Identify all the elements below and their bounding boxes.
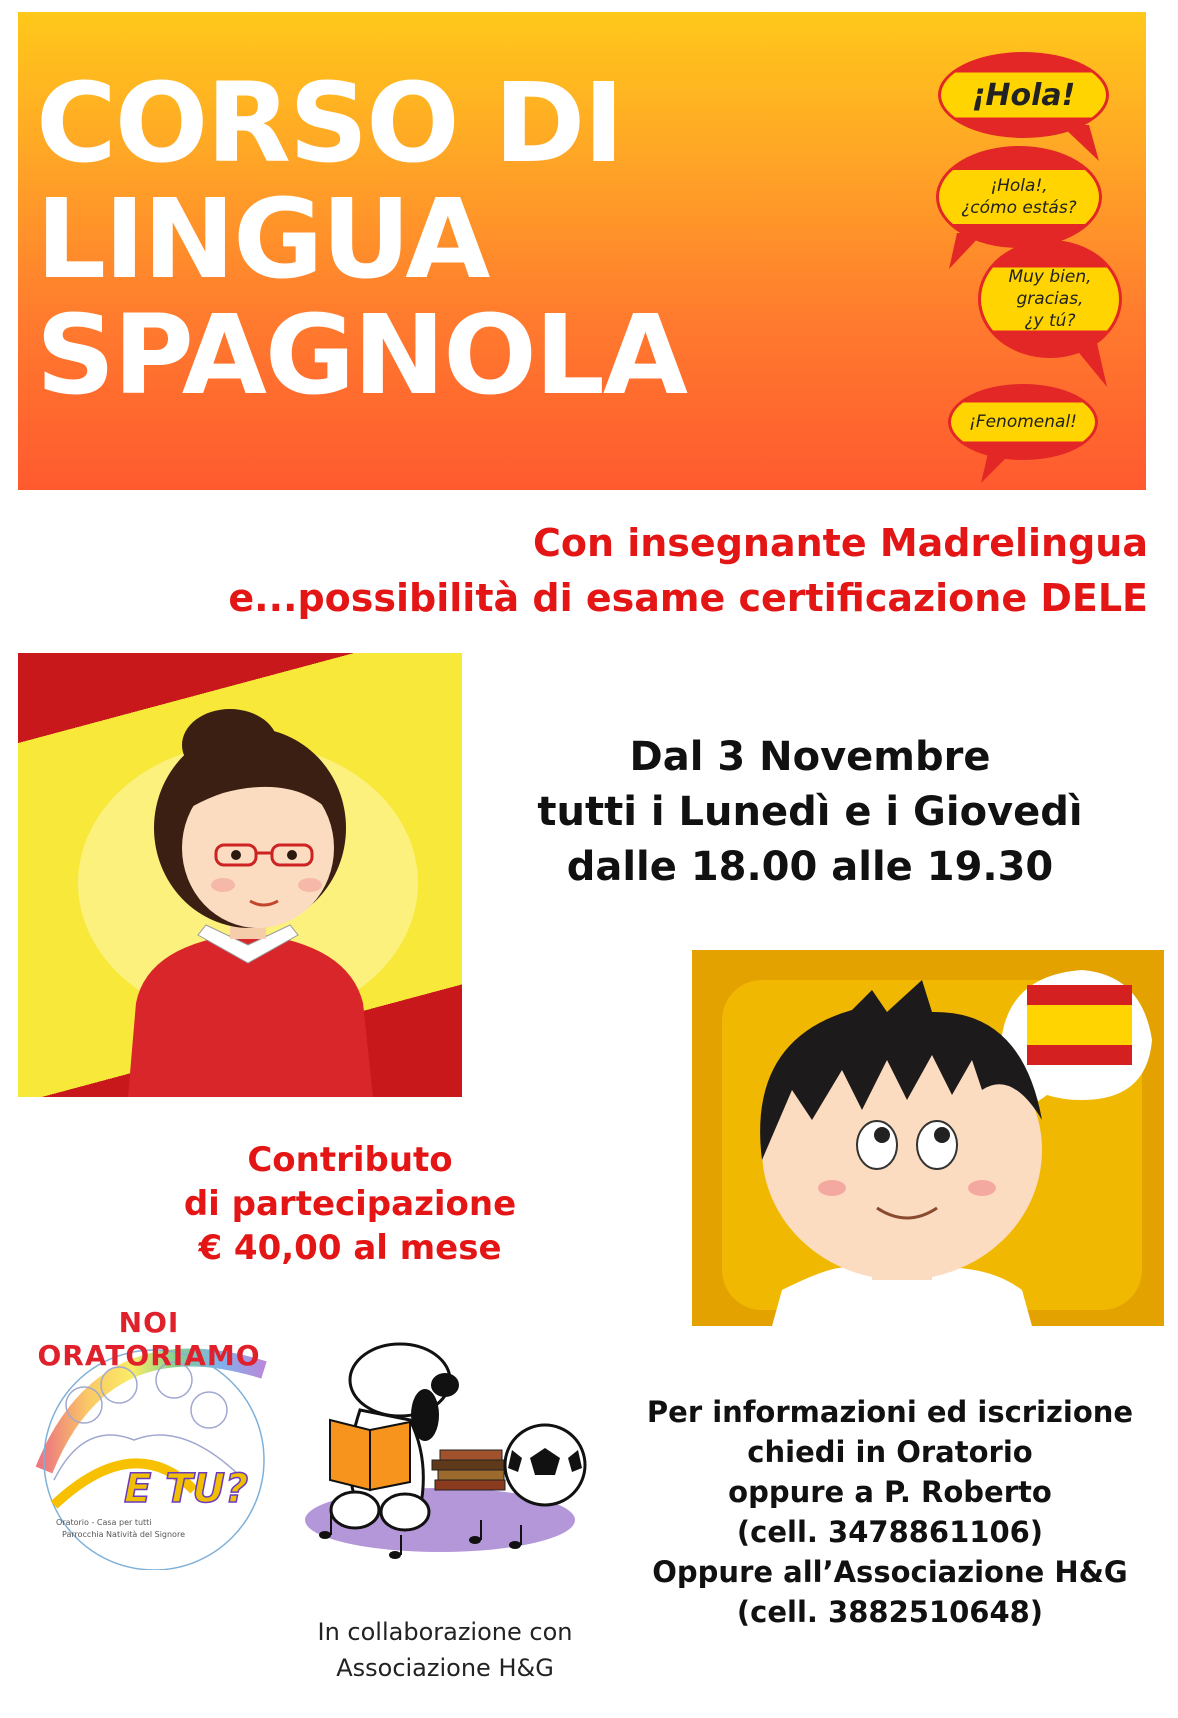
speech-bubble-muy-bien bbox=[978, 240, 1122, 358]
speech-bubble-como-estas bbox=[936, 146, 1102, 248]
snoopy-reading-graphic bbox=[300, 1340, 595, 1570]
contribution-line-1: Contributo bbox=[247, 1140, 453, 1180]
info-line-2: chiedi in Oratorio bbox=[747, 1435, 1033, 1469]
title-line-2: LINGUA bbox=[36, 175, 489, 303]
title-banner bbox=[18, 12, 1146, 490]
contribution-line-3: € 40,00 al mese bbox=[198, 1228, 502, 1268]
schedule-time: dalle 18.00 alle 19.30 bbox=[566, 844, 1054, 890]
info-line-5: Oppure all’Associazione H&G bbox=[652, 1555, 1128, 1589]
bubble-text-hola2: ¡Hola!, bbox=[990, 176, 1048, 196]
snoopy-icon bbox=[300, 1340, 595, 1570]
subtitle-line-2: e...possibilità di esame certificazione DELE bbox=[228, 576, 1148, 620]
bubble-text-como: ¿cómo estás? bbox=[961, 198, 1077, 218]
logo-small-1: Oratorio - Casa per tutti bbox=[56, 1518, 152, 1527]
bubble-text-hola: ¡Hola! bbox=[971, 77, 1076, 113]
info-line-4: (cell. 3478861106) bbox=[736, 1515, 1044, 1549]
bubble-tail-icon bbox=[981, 449, 1021, 489]
bubble-tail-icon bbox=[949, 233, 989, 273]
bubble-text-gracias: gracias, bbox=[1016, 289, 1084, 309]
noi-oratoriamo-logo bbox=[14, 1300, 284, 1570]
speech-bubble-hola bbox=[938, 52, 1109, 138]
boy-icon bbox=[692, 950, 1164, 1326]
collaboration-line-2: Associazione H&G bbox=[336, 1654, 554, 1682]
teacher-illustration bbox=[18, 653, 462, 1097]
title-line-1: CORSO DI bbox=[36, 59, 623, 187]
boy-illustration bbox=[692, 950, 1164, 1326]
subtitle-line-1: Con insegnante Madrelingua bbox=[532, 521, 1148, 565]
schedule-days: tutti i Lunedì e i Giovedì bbox=[537, 789, 1083, 835]
info-line-6: (cell. 3882510648) bbox=[736, 1595, 1044, 1629]
bubble-text-fenomenal: ¡Fenomenal! bbox=[969, 412, 1077, 432]
contribution-line-2: di partecipazione bbox=[183, 1184, 517, 1224]
bubble-text-muy: Muy bien, bbox=[1008, 267, 1092, 287]
speech-bubble-fenomenal bbox=[948, 384, 1098, 460]
bubble-text-ytu: ¿y tú? bbox=[1024, 311, 1076, 331]
bubble-tail-icon bbox=[1071, 343, 1111, 389]
logo-small-2: Parrocchia Natività del Signore bbox=[62, 1530, 185, 1539]
schedule-date: Dal 3 Novembre bbox=[629, 734, 991, 780]
title-line-3: SPAGNOLA bbox=[36, 291, 686, 419]
info-line-1: Per informazioni ed iscrizione bbox=[646, 1395, 1134, 1429]
info-line-3: oppure a P. Roberto bbox=[728, 1475, 1052, 1509]
teacher-icon bbox=[18, 653, 462, 1097]
etu-text: E TU? bbox=[124, 1466, 249, 1512]
oratoriamo-text: NOI ORATORIAMO bbox=[37, 1306, 261, 1372]
collaboration-line-1: In collaborazione con bbox=[317, 1618, 573, 1646]
